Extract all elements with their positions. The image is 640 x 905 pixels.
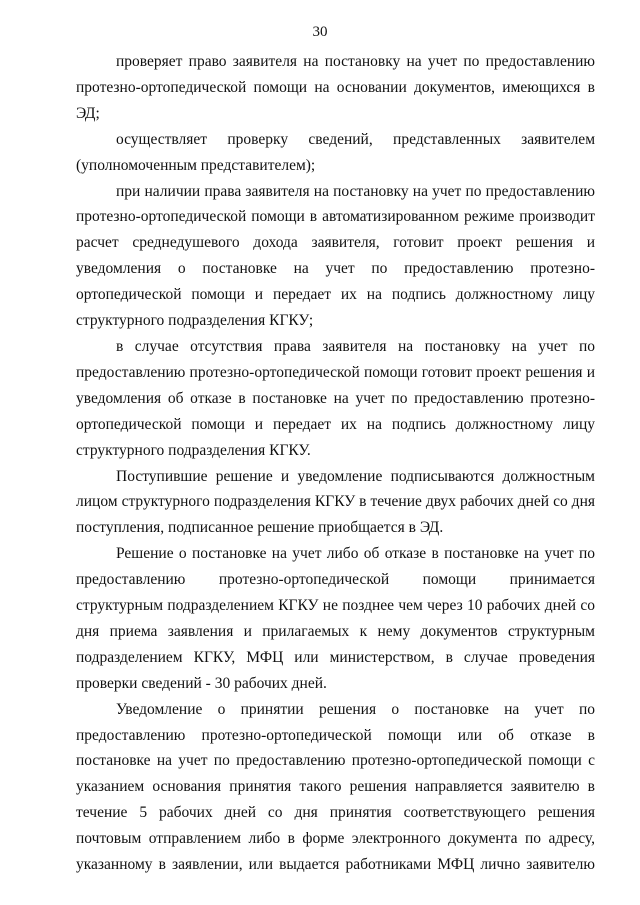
paragraph-verify-info: осуществляет проверку сведений, представленных заявителем (уполномоченным представителем); bbox=[76, 130, 595, 174]
page-number: 30 bbox=[312, 24, 328, 40]
paragraph-notification: Уведомление о принятии решения о постановке на учет по предоставлению протезно-ортопедической помощи или об отказе в постановке на учет по предоставлению протезно-ортопедической помощи с указанием основания принятия такого решения направляется заявителю в течение 5 рабочих дней со дня принятия соответствующего решения почтовым отправлением либо в форме электронного документа по адресу, указанному в заявлении, или выдается работниками МФЦ лично заявителю bbox=[76, 700, 595, 874]
paragraph-decision-deadline: Решение о постановке на учет либо об отказе в постановке на учет по предоставлению протезно-ортопедической помощи принимается структурным подразделением КГКУ не позднее чем через 10 рабочих дней со дня приема заявления и прилагаемых к нему документов структурным подразделением КГКУ, МФЦ или министерством, в случае проведения проверки сведений - 30 рабочих дней. bbox=[76, 545, 595, 692]
paragraph-check-right: проверяет право заявителя на постановку на учет по предоставлению протезно-ортопедической помощи на основании документов, имеющихся в ЭД; bbox=[76, 53, 595, 122]
paragraph-signing: Поступившие решение и уведомление подписываются должностным лицом структурного подразделения КГКУ в течение двух рабочих дней со дня поступления, подписанное решение приобщается в ЭД. bbox=[76, 467, 595, 537]
paragraph-right-absent: в случае отсутствия права заявителя на постановку на учет по предоставлению протезно-ортопедической помощи готовит проект решения и уведомления об отказе в постановке на учет по предоставлению протезно-ортопедической помощи и передает их на подпись должностному лицу структурного подразделения КГКУ. bbox=[76, 337, 595, 459]
paragraph-right-present: при наличии права заявителя на постановку на учет по предоставлению протезно-ортопедической помощи в автоматизированном режиме производит расчет среднедушевого дохода заявителя, готовит проект решения и уведомления о постановке на учет по предоставлению протезно-ортопедической помощи и передает их на подпись должностному лицу структурного подразделения КГКУ; bbox=[76, 182, 595, 330]
document-body bbox=[76, 49, 595, 878]
